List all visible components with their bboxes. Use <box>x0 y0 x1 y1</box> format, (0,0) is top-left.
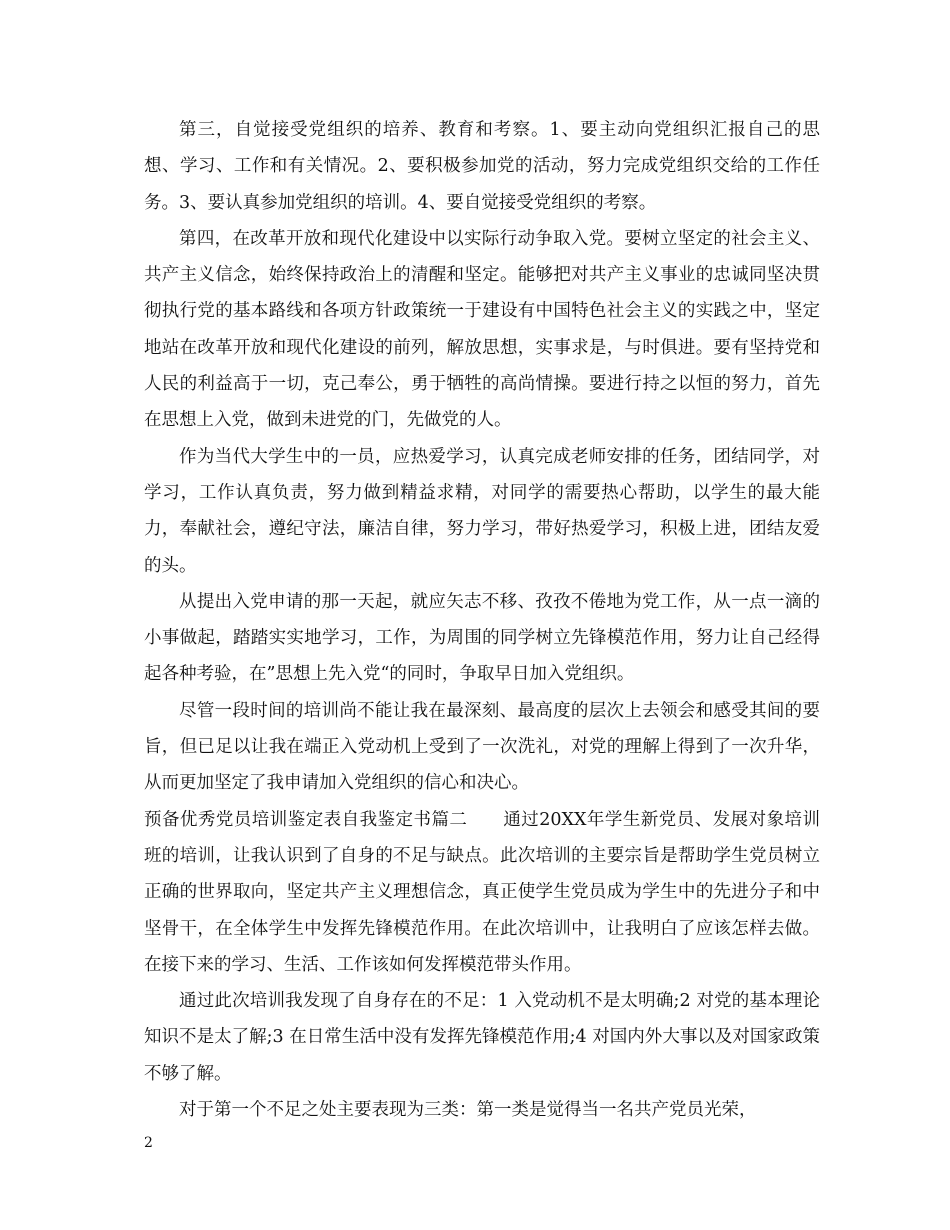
paragraph: 对于第一个不足之处主要表现为三类：第一类是觉得当一名共产党员光荣， <box>179 1100 757 1121</box>
paragraph: 从提出入党申请的那一天起，就应矢志不移、孜孜不倦地为党工作，从一点一滴的小事做起，踏踏实实地学习，工作，为周围的同学树立先锋模范作用，努力让自己经得起各种考验，在”思想上先入党“的同时，争取早日加入党组织。 <box>144 591 820 685</box>
paragraph: 作为当代大学生中的一员，应热爱学习，认真完成老师安排的任务，团结同学，对学习，工作认真负责，努力做到精益求精，对同学的需要热心帮助，以学生的最大能力，奉献社会，遵纪守法，廉洁自律，努力学习，带好热爱学习，积极上进，团结友爱的头。 <box>144 446 820 576</box>
page-number: 2 <box>144 1135 153 1151</box>
document-body <box>144 112 820 1128</box>
section-heading-paragraph: 预备优秀党员培训鉴定表自我鉴定书篇二 通过20XX年学生新党员、发展对象培训班的培训，让我认识到了自身的不足与缺点。此次培训的主要宗旨是帮助学生党员树立正确的世界取向，坚定共产主义理想信念，真正使学生党员成为学生中的先进分子和中坚骨干，在全体学生中发挥先锋模范作用。在此次培训中，让我明白了应该怎样去做。在接下来的学习、生活、工作该如何发挥模范带头作用。 <box>144 809 820 975</box>
paragraph: 通过此次培训我发现了自身存在的不足：1 入党动机不是太明确;2 对党的基本理论知识不是太了解;3 在日常生活中没有发挥先锋模范作用;4 对国内外大事以及对国家政策不够了解。 <box>144 991 820 1084</box>
paragraph: 第四，在改革开放和现代化建设中以实际行动争取入党。要树立坚定的社会主义、共产主义信念，始终保持政治上的清醒和坚定。能够把对共产主义事业的忠诚同坚决贯彻执行党的基本路线和各项方针政策统一于建设有中国特色社会主义的实践之中，坚定地站在改革开放和现代化建设的前列，解放思想，实事求是，与时俱进。要有坚持党和人民的利益高于一切，克己奉公，勇于牺牲的高尚情操。要进行持之以恒的努力，首先在思想上入党，做到未进党的门，先做党的人。 <box>144 228 820 431</box>
paragraph: 第三，自觉接受党组织的培养、教育和考察。1、要主动向党组织汇报自己的思想、学习、工作和有关情况。2、要积极参加党的活动，努力完成党组织交给的工作任务。3、要认真参加党组织的培训。4、要自觉接受党组织的考察。 <box>144 120 820 213</box>
paragraph: 尽管一段时间的培训尚不能让我在最深刻、最高度的层次上去领会和感受其间的要旨，但已足以让我在端正入党动机上受到了一次洗礼，对党的理解上得到了一次升华，从而更加坚定了我申请加入党组织的信心和决心。 <box>144 700 820 794</box>
